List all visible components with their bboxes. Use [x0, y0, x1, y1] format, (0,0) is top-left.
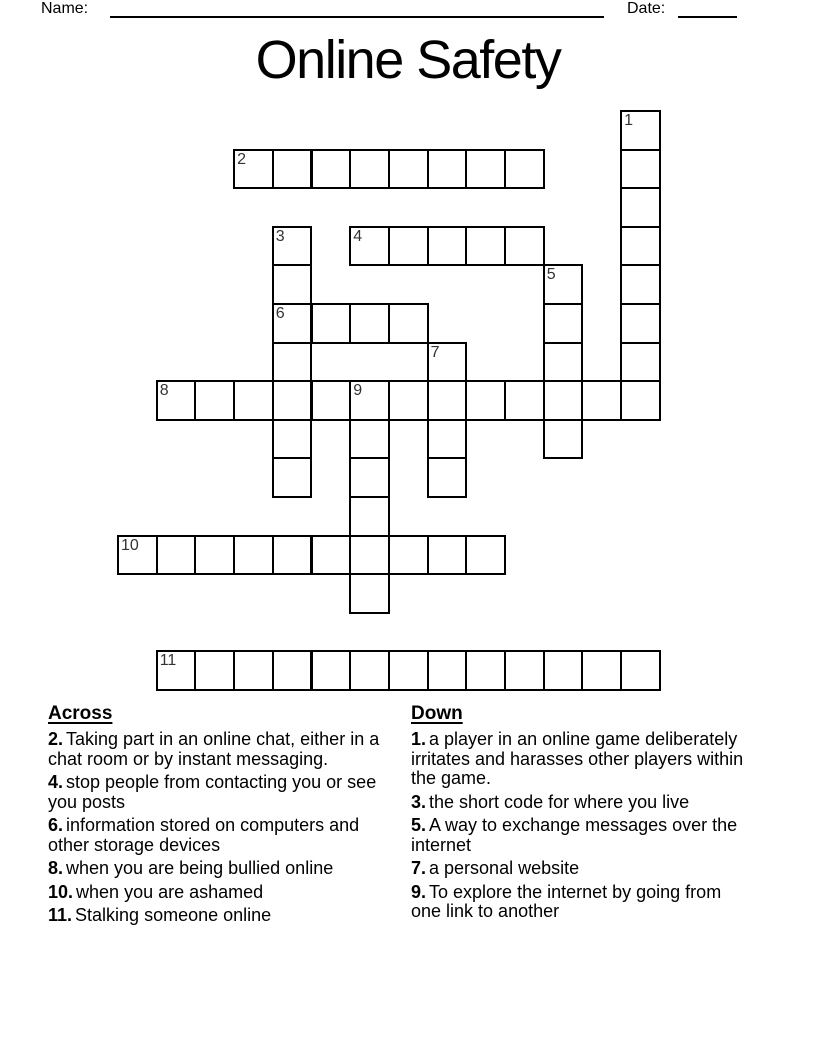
clue-text: Taking part in an online chat, either in a chat room or by instant messaging.	[48, 729, 380, 769]
crossword-cell[interactable]	[311, 303, 352, 344]
clue-number: 4.	[48, 772, 64, 792]
clue-number: 2.	[48, 729, 64, 749]
crossword-cell[interactable]	[427, 226, 468, 267]
crossword-cell[interactable]	[581, 380, 622, 421]
crossword-cell[interactable]	[620, 342, 661, 383]
crossword-cell[interactable]	[272, 457, 313, 498]
clue-number: 7.	[411, 858, 427, 878]
clue-number: 8.	[48, 858, 64, 878]
crossword-cell-start-6[interactable]	[272, 303, 313, 344]
down-heading: Down	[411, 703, 463, 724]
crossword-cell[interactable]	[272, 535, 313, 576]
crossword-cell[interactable]	[427, 650, 468, 691]
clue-number: 9.	[411, 881, 427, 902]
crossword-cell[interactable]	[349, 496, 390, 537]
crossword-cell-start-8[interactable]	[156, 380, 197, 421]
crossword-cell[interactable]	[620, 650, 661, 691]
date-label: Date:	[627, 0, 666, 17]
crossword-cell[interactable]	[272, 380, 313, 421]
crossword-cell[interactable]	[543, 380, 584, 421]
crossword-cell[interactable]	[427, 535, 468, 576]
crossword-cell-start-2[interactable]	[233, 149, 274, 190]
crossword-cell[interactable]	[349, 149, 390, 190]
crossword-cell-start-7[interactable]	[427, 342, 468, 383]
clue-text: the short code for where you live	[429, 791, 690, 812]
clue-text: A way to exchange messages over the internet	[411, 815, 738, 855]
clue-text: Stalking someone online	[75, 905, 272, 925]
crossword-cell[interactable]	[311, 149, 352, 190]
page-title: Online Safety	[255, 30, 561, 90]
crossword-cell[interactable]	[311, 650, 352, 691]
down-clue-item	[411, 730, 752, 789]
crossword-cell[interactable]	[388, 226, 429, 267]
crossword-cell[interactable]	[349, 303, 390, 344]
crossword-cell[interactable]	[543, 650, 584, 691]
cell-number: 11	[159, 652, 177, 670]
crossword-cell[interactable]	[388, 650, 429, 691]
across-heading: Across	[48, 703, 113, 724]
down-clue-item	[411, 883, 752, 922]
crossword-cell[interactable]	[272, 419, 313, 460]
crossword-cell[interactable]	[349, 457, 390, 498]
clue-number: 6.	[48, 815, 64, 835]
crossword-cell-start-11[interactable]	[156, 650, 197, 691]
crossword-cell[interactable]	[620, 303, 661, 344]
crossword-cell[interactable]	[156, 535, 197, 576]
clue-text: when you are being bullied online	[66, 858, 334, 878]
cell-number: 7	[430, 343, 440, 361]
cell-number: 10	[121, 536, 139, 554]
crossword-cell[interactable]	[388, 303, 429, 344]
crossword-cell[interactable]	[504, 650, 545, 691]
clue-number: 10.	[48, 881, 74, 902]
crossword-cell[interactable]	[233, 535, 274, 576]
across-clue-item	[48, 773, 381, 812]
clue-text: a player in an online game deliberately irritates and harasses other players within the game.	[411, 729, 744, 788]
crossword-cell[interactable]	[620, 380, 661, 421]
crossword-cell[interactable]	[349, 573, 390, 614]
crossword-cell[interactable]	[272, 650, 313, 691]
crossword-cell[interactable]	[465, 650, 506, 691]
cell-number: 8	[159, 382, 169, 400]
crossword-cell[interactable]	[620, 149, 661, 190]
crossword-cell-start-4[interactable]	[349, 226, 390, 267]
down-clues-section	[411, 703, 752, 926]
crossword-cell[interactable]	[272, 264, 313, 305]
crossword-cell[interactable]	[427, 149, 468, 190]
across-clue-item	[48, 859, 381, 879]
crossword-cell[interactable]	[581, 650, 622, 691]
crossword-cell-start-5[interactable]	[543, 264, 584, 305]
clue-number: 3.	[411, 791, 427, 812]
crossword-cell[interactable]	[504, 380, 545, 421]
across-clue-item	[48, 906, 381, 926]
crossword-cell[interactable]	[272, 342, 313, 383]
crossword-cell[interactable]	[311, 535, 352, 576]
crossword-cell[interactable]	[349, 535, 390, 576]
down-clue-list	[411, 730, 752, 922]
cell-number: 2	[237, 150, 246, 168]
name-label: Name:	[41, 0, 89, 17]
clue-number: 11.	[48, 905, 73, 925]
crossword-cell-start-3[interactable]	[272, 226, 313, 267]
crossword-cell[interactable]	[388, 149, 429, 190]
crossword-cell[interactable]	[620, 187, 661, 228]
across-clue-item	[48, 816, 381, 855]
crossword-cell[interactable]	[194, 380, 235, 421]
crossword-cell[interactable]	[388, 380, 429, 421]
down-clue-item	[411, 816, 752, 855]
across-clue-item	[48, 883, 381, 903]
crossword-cell[interactable]	[349, 419, 390, 460]
crossword-cell[interactable]	[465, 380, 506, 421]
cell-number: 5	[546, 266, 556, 284]
crossword-cell[interactable]	[620, 264, 661, 305]
clue-number: 5.	[411, 815, 427, 835]
cell-number: 1	[624, 112, 633, 129]
down-clue-item	[411, 859, 752, 879]
clue-text: To explore the internet by going from one link to another	[411, 881, 722, 921]
crossword-cell[interactable]	[504, 226, 545, 267]
crossword-cell[interactable]	[233, 650, 274, 691]
clue-text: a personal website	[429, 858, 580, 878]
crossword-cell[interactable]	[543, 303, 584, 344]
crossword-cell-start-10[interactable]	[117, 535, 158, 576]
crossword-cell[interactable]	[272, 149, 313, 190]
crossword-cell-start-9[interactable]	[349, 380, 390, 421]
across-clues-section	[48, 703, 381, 930]
clue-number: 1.	[411, 729, 427, 749]
crossword-cell[interactable]	[543, 419, 584, 460]
crossword-cell[interactable]	[388, 535, 429, 576]
crossword-cell[interactable]	[427, 457, 468, 498]
crossword-cell[interactable]	[620, 226, 661, 267]
clue-text: stop people from contacting you or see you posts	[48, 772, 377, 812]
across-clue-list	[48, 730, 381, 926]
clue-text: when you are ashamed	[76, 881, 264, 902]
crossword-cell[interactable]	[427, 380, 468, 421]
crossword-cell[interactable]	[427, 419, 468, 460]
crossword-cell[interactable]	[194, 650, 235, 691]
cell-number: 6	[275, 305, 285, 322]
crossword-cell[interactable]	[465, 535, 506, 576]
across-clue-item	[48, 730, 381, 769]
down-clue-item	[411, 793, 752, 813]
clue-text: information stored on computers and other storage devices	[48, 815, 360, 855]
crossword-cell[interactable]	[311, 380, 352, 421]
crossword-cell[interactable]	[465, 226, 506, 267]
crossword-cell-start-1[interactable]	[620, 110, 661, 151]
cell-number: 4	[353, 227, 363, 245]
crossword-cell[interactable]	[465, 149, 506, 190]
crossword-cell[interactable]	[504, 149, 545, 190]
cell-number: 3	[275, 227, 285, 245]
crossword-cell[interactable]	[194, 535, 235, 576]
crossword-cell[interactable]	[233, 380, 274, 421]
crossword-cell[interactable]	[543, 342, 584, 383]
crossword-cell[interactable]	[349, 650, 390, 691]
cell-number: 9	[353, 382, 363, 400]
